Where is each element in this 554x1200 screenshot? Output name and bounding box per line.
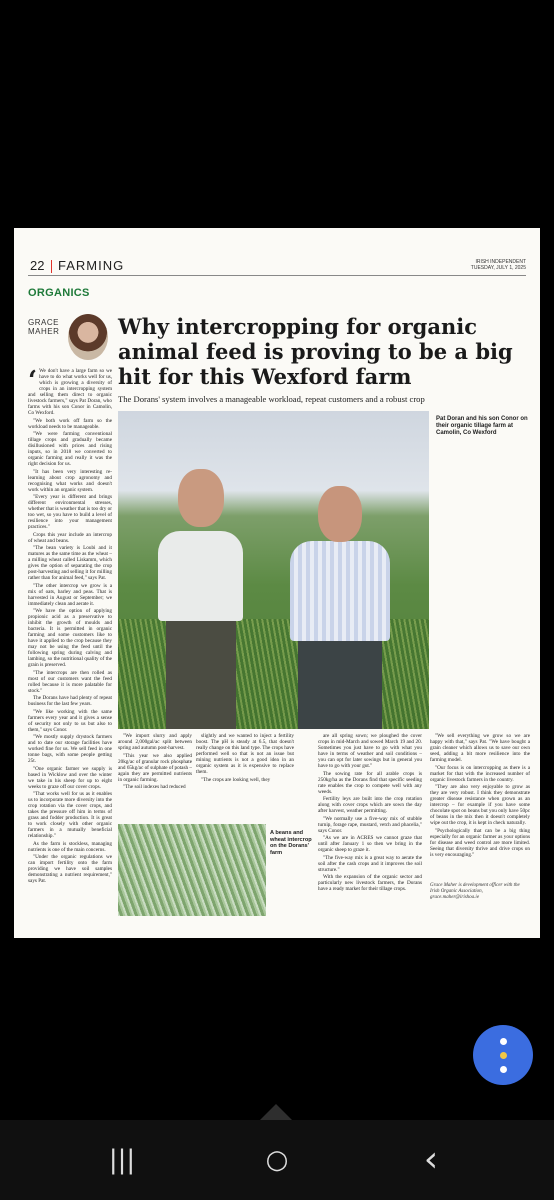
drop-cap: ‘ xyxy=(28,368,38,396)
article-paragraph: "We sell everything we grow so we are happy with that," says Pat. "We have bought a grain cleaner which allows us to save our own seed, adding a bit more resilience into the farming model. xyxy=(430,733,530,763)
author-byline xyxy=(28,318,59,336)
article-paragraph: "That works well for us as it enables us to incorporate more diversity into the crop rotation via the cover crops, and takes the pressure off him in terms of grass and fodder production. It is great to work closely with other organic farmers in a mutually beneficial relationship." xyxy=(28,791,112,839)
author-last-name: MAHER xyxy=(28,327,60,336)
article-paragraph: ‘ We don't have a large farm so we have to do what works well for us, which is growing a diversity of crops in an intercropping system and selling them direct to organic livestock farmers," says Pat Doran, who farms with his son Conor in Camolin, Co Wexford. xyxy=(28,368,112,416)
person-left-legs xyxy=(166,616,236,729)
article-paragraph: "The other intercrop we grow is a mix of oats, barley and peas. That is harvested in August or September; we immediately clean and aerate it. xyxy=(28,582,112,607)
article-headline: Why intercropping for organic animal feed is proving to be a big hit for this Wexford farm xyxy=(118,314,513,389)
article-paragraph: "One organic farmer we supply is based in Wicklow and over the winter we take in his sheep for up to eight weeks to graze off our cover crops. xyxy=(28,765,112,790)
article-paragraph: "As we are in ACRES we cannot graze that until after January 1 so then we bring in the organic sheep to graze it. xyxy=(318,835,422,853)
article-paragraph: With the expansion of the organic sector and particularly new livestock farmers, the Dorans have a ready market for their tillage crops. xyxy=(318,874,422,892)
article-paragraph: slightly and we wanted to inject a fertility boost. The pH is steady at 6.5, that doesn't really change on this land type. The crops have performed well so that is not an issue but mining nutrients is not a good idea in an organic system as it is expensive to replace them. xyxy=(196,733,294,775)
article-paragraph: Fertility leys are built into the crop rotation along with cover crops which are sown the day after harvest, weather permitting. xyxy=(318,796,422,814)
article-column-4 xyxy=(318,733,422,933)
paper-masthead xyxy=(471,259,526,271)
article-paragraph: "We both work off farm so the workload needs to be manageable. xyxy=(28,417,112,430)
newspaper-page xyxy=(14,228,540,938)
author-photo xyxy=(68,314,108,360)
article-paragraph: "It has been very interesting re-learning about crop agronomy and recognising what works and doesn't work within an organic system. xyxy=(28,468,112,493)
article-paragraph: Crops this year include an intercrop of wheat and beans. xyxy=(28,531,112,544)
author-bio: Grace Maher is development officer with the Irish Organic Association, grace.maher@irishoa.ie xyxy=(430,883,520,900)
person-right-head xyxy=(318,486,362,542)
inset-photo-caption: A beans and wheat intercrop on the Dorans' farm xyxy=(270,830,312,856)
back-button[interactable]: ‹ xyxy=(423,1139,439,1180)
article-paragraph: "They are also very enjoyable to grow as they are very robust. I think they demonstrate greater disease resistance when grown as an intercrop – for example if you have some chocolate spot on beans but you only have 50pc of beans in the mix then it doesn't completely wipe out the crop, it is kept in check naturally. xyxy=(430,784,530,826)
article-column-5 xyxy=(430,733,530,878)
article-paragraph: "Under the organic regulations we can import fertility onto the farm providing we have soil samples demonstrating a nutrient requirement," says Pat. xyxy=(28,854,112,884)
article-standfirst: The Dorans' system involves a manageable workload, repeat customers and a robust crop xyxy=(118,394,425,404)
article-column-1 xyxy=(28,368,112,928)
recents-button[interactable]: ||| xyxy=(108,1145,136,1175)
article-paragraph: are all spring sown; we ploughed the cover crops in mid-March and sowed March 19 and 20. Sometimes you just have to go with what you have in terms of weather and soil conditions – you can opt for later sowings but in general you have to go with your gut." xyxy=(318,733,422,769)
person-right-legs xyxy=(298,636,382,729)
header-rule xyxy=(28,275,526,276)
main-photo xyxy=(118,411,429,729)
article-paragraph: As the farm is stockless, managing nutrients is one of the main concerns. xyxy=(28,840,112,853)
fab-dot-icon xyxy=(500,1038,507,1045)
section-kicker: ORGANICS xyxy=(28,287,90,299)
paper-date: TUESDAY, JULY 1, 2025 xyxy=(470,265,526,271)
article-paragraph: "Psychologically that can be a big thing especially for an organic farmer as your options for disease and weed control are more limited. Seeing that diversity thrive and drive crops on is very encouraging." xyxy=(430,827,530,858)
article-paragraph: The Dorans have had plenty of repeat business for the last few years. xyxy=(28,695,112,707)
page-number: 22 xyxy=(30,258,45,273)
main-photo-caption: Pat Doran and his son Conor on their organic tillage farm at Camolin, Co Wexford xyxy=(436,416,528,437)
person-left-torso xyxy=(158,531,243,621)
article-paragraph: The sowing rate for all arable crops is 250kg/ha as the Dorans find that specific seeding rate enables the crop to compete well with any weeds. xyxy=(318,770,422,795)
section-name: FARMING xyxy=(58,258,125,273)
article-paragraph: "We mostly supply drystock farmers and to date our storage facilities have worked fine for us. We sell feed in one tonne bags, with some people getting 25t. xyxy=(28,734,112,764)
article-paragraph: "The five-way mix is a great way to aerate the soil after the cash crops and it improves the soil structure." xyxy=(318,854,422,873)
article-paragraph: "Our focus is on intercropping as there is a market for that with the increased number of organic livestock farmers in the country. xyxy=(430,764,530,783)
home-button[interactable]: ○ xyxy=(265,1145,289,1175)
paper-name: IRISH INDEPENDENT xyxy=(475,259,526,265)
person-left-head xyxy=(178,469,224,527)
inset-photo xyxy=(118,824,266,916)
article-column-3 xyxy=(196,733,294,821)
author-first-name: GRACE xyxy=(28,318,59,327)
article-paragraph: "This year we also applied 20kg/ac of granular rock phosphate and 65kg/ac of sulphate of potash – again they are permitted nutrients in organic farming. xyxy=(118,752,192,783)
article-paragraph: "The soil indexes had reduced xyxy=(123,784,186,790)
article-paragraph: "Every year is different and brings different environmental stresses, whether that is weather that is too dry or too wet, so you have to build a level of resilience into your management practices." xyxy=(28,494,112,530)
person-right-torso xyxy=(290,541,390,641)
fab-dot-icon xyxy=(500,1066,507,1073)
article-paragraph: "We have the option of applying propionic acid as a preservative to inhibit the growth of moulds and bacteria. It is permitted in organic farming and some customers like to have it applied to the crop because they may not be using the feed until the following spring during calving and lambing, so the nutritional quality of the grain is preserved. xyxy=(28,608,112,668)
article-paragraph: "The crops are looking well, they xyxy=(201,776,271,783)
article-column-2 xyxy=(118,733,192,821)
article-paragraph: "The bean variety is Loubi and it matures as the same time as the wheat – a milling wheat called Liskamm, which gives the option of separating the crop post-harvesting and selling it for milling rather than for animal feed," says Pat. xyxy=(28,545,112,581)
article-paragraph: "The intercrops are then rolled as most of our customers want the feed rolled because it is more palatable for stock." xyxy=(28,669,112,694)
article-paragraph: "We like working with the same farmers every year and it gives a sense of security not only to us but also to them," says Conor. xyxy=(28,708,112,733)
speed-dial-button[interactable] xyxy=(473,1025,533,1085)
article-paragraph: "We import slurry and apply around 2,000gal/ac split between spring and autumn post-harvest. xyxy=(118,733,192,751)
article-paragraph: "We were farming conventional tillage crops and gradually became disillusioned with prices and rising inputs, so in 2018 we converted to organic farming and really it was the right decision for us. xyxy=(28,431,112,467)
header-divider xyxy=(51,260,52,273)
article-paragraph: "We normally use a five-way mix of stubble turnip, forage rape, mustard, vetch and phacelia," says Conor. xyxy=(318,815,422,834)
fab-dot-icon xyxy=(500,1052,507,1059)
